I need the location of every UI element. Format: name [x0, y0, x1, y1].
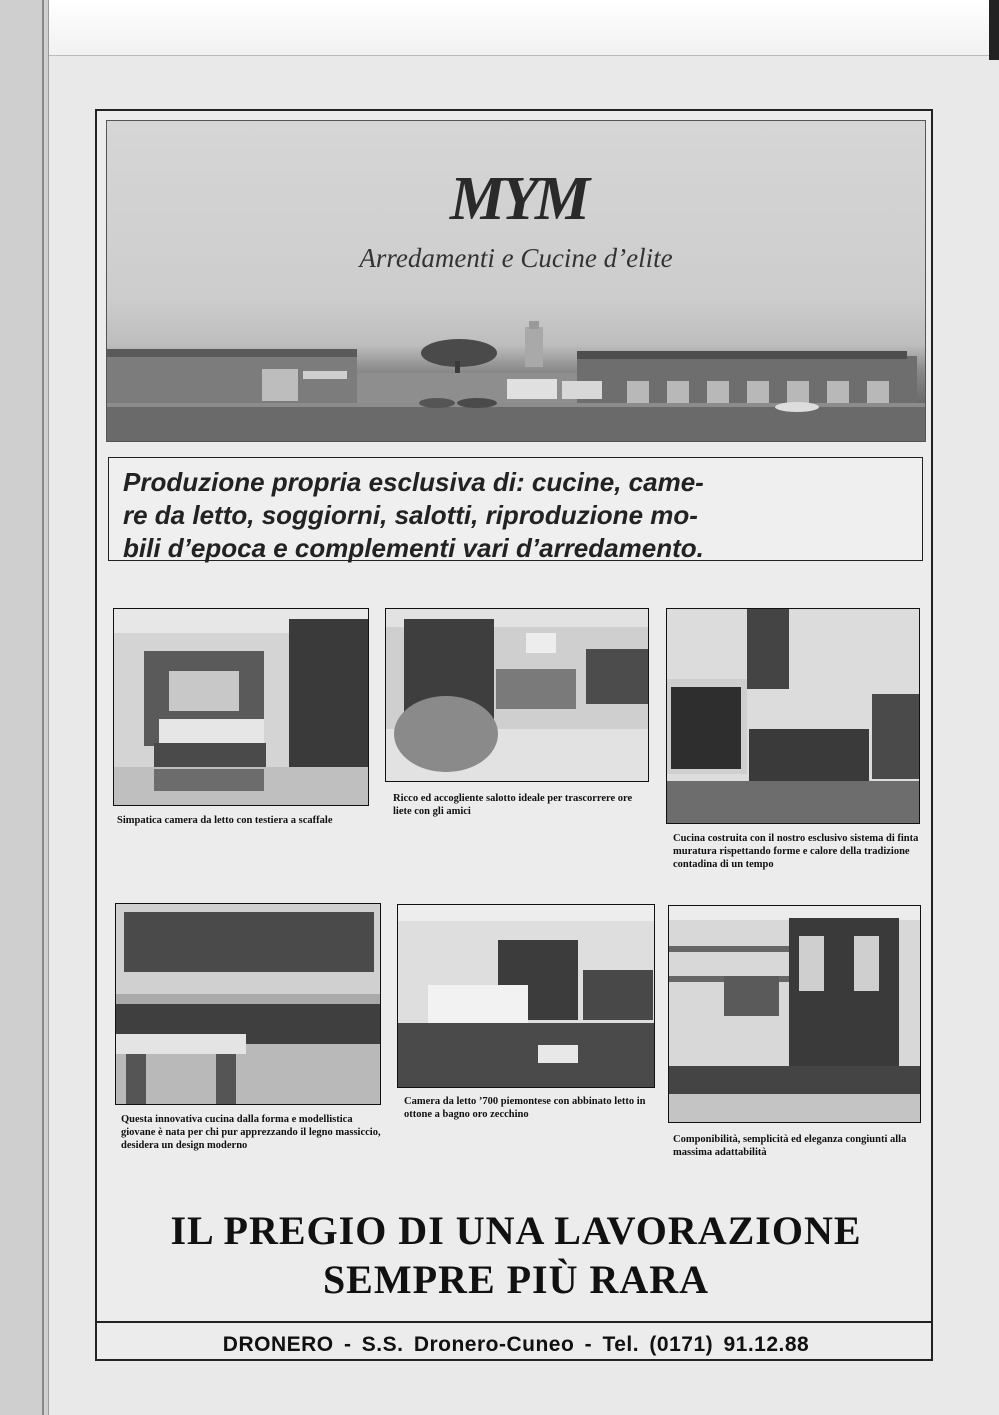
showroom-building-illustration [107, 321, 925, 441]
photo-living-room [385, 608, 649, 782]
photo-caption: Ricco ed accogliente salotto ideale per trascorrere ore liete con gli amici [393, 793, 633, 817]
photo-bedroom-shelves [113, 608, 369, 806]
production-banner [108, 457, 923, 561]
slogan-line-2: SEMPRE PIÙ RARA [322, 1257, 710, 1302]
photo-bedroom-700 [397, 904, 655, 1088]
photo-caption: Questa innovativa cucina dalla forma e modellistica giovane è nata per chi pur apprezzando il legno massiccio, desidera un design moderno [121, 1114, 381, 1151]
photo-masonry-kitchen [666, 608, 920, 824]
photo-caption: Cucina costruita con il nostro esclusivo sistema di finta muratura rispettando forme e calore della tradizione contadina di un tempo [673, 833, 919, 870]
page-top-margin [0, 0, 999, 56]
scan-corner-mark [989, 0, 999, 60]
contact-address: DRONERO - S.S. Dronero-Cuneo - Tel. (0171) 91.12.88 [222, 1333, 810, 1356]
advertisement [95, 109, 933, 1361]
photo-caption: Camera da letto ’700 piemontese con abbinato letto in ottone a bagno oro zecchino [404, 1096, 646, 1120]
banner-line: re da letto, soggiorni, salotti, riproduzione mo- [123, 500, 698, 530]
hero-photo [106, 120, 926, 442]
photo-wall-unit [668, 905, 921, 1123]
banner-line: Produzione propria esclusiva di: cucine, came- [123, 467, 704, 497]
photo-caption: Simpatica camera da letto con testiera a scaffale [117, 815, 333, 826]
slogan-line-1: IL PREGIO DI UNA LAVORAZIONE [170, 1208, 862, 1253]
mym-logo [405, 165, 631, 235]
banner-line: bili d’epoca e complementi vari d’arredamento. [123, 533, 704, 563]
logo-text: MYM [449, 165, 587, 233]
footer-divider [97, 1321, 931, 1323]
binding-edge [0, 0, 49, 1415]
photo-modern-kitchen [115, 903, 381, 1105]
photo-caption: Componibilità, semplicità ed eleganza congiunti alla massima adattabilità [673, 1134, 907, 1158]
tagline: Arredamenti e Cucine d’elite [359, 243, 673, 273]
